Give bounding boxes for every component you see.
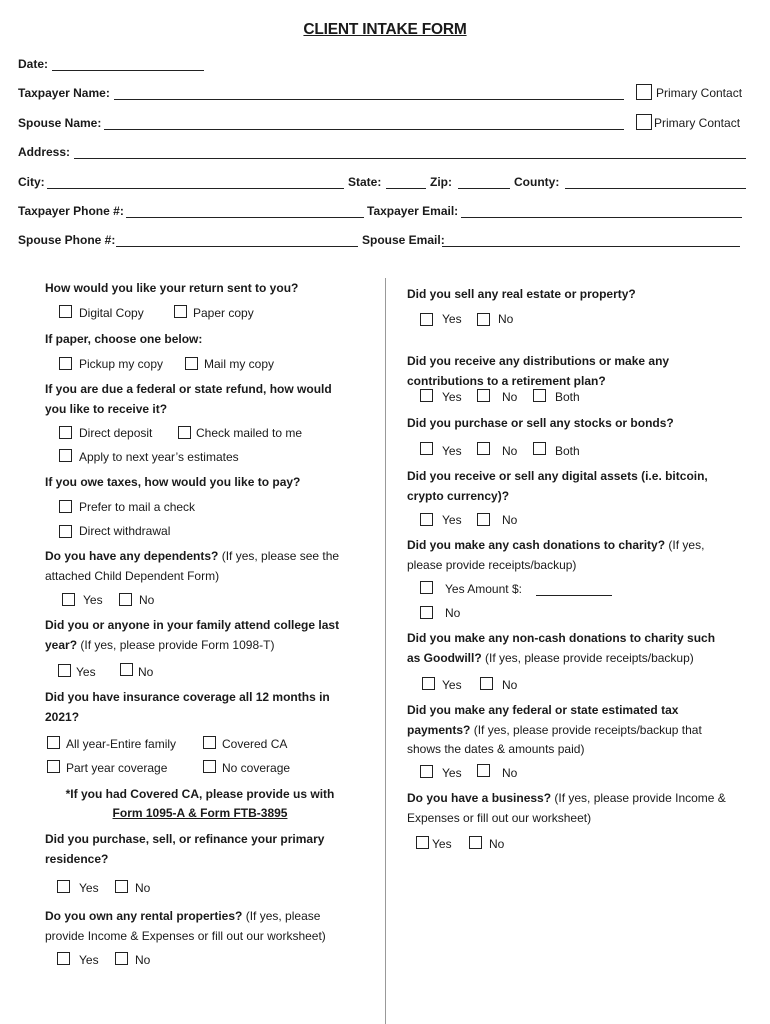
part-year-checkbox[interactable] <box>47 760 60 773</box>
question-digital-assets: Did you receive or sell any digital assets (i.e. bitcoin, crypto currency)? <box>407 469 708 503</box>
question-dependents: Do you have any dependents? (If yes, please see the attached Child Dependent Form) <box>45 549 340 583</box>
prefer-mail-label: Prefer to mail a check <box>79 500 196 514</box>
stocks-no-checkbox[interactable] <box>477 442 490 455</box>
yes-label: Yes <box>79 881 99 895</box>
question-owe: If you owe taxes, how would you like to pay? <box>45 475 301 489</box>
yes-label: Yes <box>442 513 462 527</box>
taxpayer-phone-field[interactable] <box>126 217 364 218</box>
taxpayer-name-label: Taxpayer Name: <box>18 86 110 100</box>
zip-label: Zip: <box>430 175 452 189</box>
yes-label: Yes <box>442 678 462 692</box>
noncash-no-checkbox[interactable] <box>480 677 493 690</box>
digital-no-checkbox[interactable] <box>477 513 490 526</box>
address-field[interactable] <box>74 158 746 159</box>
no-label: No <box>139 593 155 607</box>
date-field[interactable] <box>52 70 204 71</box>
yes-label: Yes <box>432 837 452 851</box>
question-paper: If paper, choose one below: <box>45 332 203 346</box>
spouse-primary-contact-checkbox[interactable] <box>636 114 652 130</box>
question-noncash-donations: Did you make any non-cash donations to charity such as Goodwill? (If yes, please provide receipts/backup) <box>407 631 716 665</box>
address-label: Address: <box>18 145 71 159</box>
primary-contact-label: Primary Contact <box>656 86 743 100</box>
page-title: CLIENT INTAKE FORM <box>303 21 467 38</box>
retirement-no-checkbox[interactable] <box>477 389 490 402</box>
no-label: No <box>445 606 461 620</box>
rental-yes-checkbox[interactable] <box>57 952 70 965</box>
county-field[interactable] <box>565 188 746 189</box>
covered-ca-checkbox[interactable] <box>203 736 216 749</box>
pickup-label: Pickup my copy <box>79 357 164 371</box>
spouse-email-label: Spouse Email: <box>362 233 445 247</box>
no-label: No <box>502 766 518 780</box>
spouse-phone-field[interactable] <box>116 246 358 247</box>
direct-deposit-checkbox[interactable] <box>59 426 72 439</box>
direct-deposit-label: Direct deposit <box>79 426 153 440</box>
all-year-checkbox[interactable] <box>47 736 60 749</box>
business-no-checkbox[interactable] <box>469 836 482 849</box>
yes-label: Yes <box>442 766 462 780</box>
direct-withdrawal-label: Direct withdrawal <box>79 524 171 538</box>
estimated-no-checkbox[interactable] <box>477 764 490 777</box>
dependents-yes-checkbox[interactable] <box>62 593 75 606</box>
question-return: How would you like your return sent to you? <box>45 281 299 295</box>
residence-no-checkbox[interactable] <box>115 880 128 893</box>
digital-yes-checkbox[interactable] <box>420 513 433 526</box>
cash-amount-field[interactable] <box>536 595 612 596</box>
no-label: No <box>489 837 505 851</box>
taxpayer-email-label: Taxpayer Email: <box>367 204 459 218</box>
both-label: Both <box>555 444 580 458</box>
no-label: No <box>502 444 518 458</box>
business-yes-checkbox[interactable] <box>416 836 429 849</box>
mail-checkbox[interactable] <box>185 357 198 370</box>
real-estate-yes-checkbox[interactable] <box>420 313 433 326</box>
digital-copy-checkbox[interactable] <box>59 305 72 318</box>
spouse-name-field[interactable] <box>104 129 624 130</box>
question-college: Did you or anyone in your family attend college last year? (If yes, please provide Form 1098-T) <box>45 618 340 652</box>
retirement-yes-checkbox[interactable] <box>420 389 433 402</box>
yes-label: Yes <box>83 593 103 607</box>
no-label: No <box>502 390 518 404</box>
no-label: No <box>502 513 518 527</box>
question-insurance: Did you have insurance coverage all 12 months in 2021? <box>45 690 330 724</box>
pickup-checkbox[interactable] <box>59 357 72 370</box>
state-label: State: <box>348 175 382 189</box>
taxpayer-phone-label: Taxpayer Phone #: <box>18 204 124 218</box>
county-label: County: <box>514 175 560 189</box>
taxpayer-email-field[interactable] <box>461 217 742 218</box>
stocks-both-checkbox[interactable] <box>533 442 546 455</box>
apply-next-year-label: Apply to next year’s estimates <box>79 450 239 464</box>
no-coverage-checkbox[interactable] <box>203 760 216 773</box>
question-refund: If you are due a federal or state refund, how would you like to receive it? <box>45 382 332 416</box>
paper-copy-checkbox[interactable] <box>174 305 187 318</box>
apply-next-year-checkbox[interactable] <box>59 449 72 462</box>
no-coverage-label: No coverage <box>222 761 291 775</box>
yes-label: Yes <box>442 390 462 404</box>
all-year-label: All year-Entire family <box>66 737 177 751</box>
retirement-both-checkbox[interactable] <box>533 389 546 402</box>
digital-copy-label: Digital Copy <box>79 306 144 320</box>
cash-yes-checkbox[interactable] <box>420 581 433 594</box>
no-label: No <box>135 881 151 895</box>
question-estimated-tax: Did you make any federal or state estimated tax payments? (If yes, please provide receipts/backup that shows the dates & amounts paid) <box>407 703 702 756</box>
noncash-yes-checkbox[interactable] <box>422 677 435 690</box>
question-residence: Did you purchase, sell, or refinance your primary residence? <box>45 832 325 866</box>
spouse-email-field[interactable] <box>442 246 740 247</box>
no-label: No <box>138 665 154 679</box>
covered-ca-label: Covered CA <box>222 737 288 751</box>
yes-amount-label: Yes Amount $: <box>445 582 522 596</box>
date-label: Date: <box>18 57 49 71</box>
taxpayer-primary-contact-checkbox[interactable] <box>636 84 652 100</box>
yes-label: Yes <box>442 312 462 326</box>
question-real-estate: Did you sell any real estate or property? <box>407 287 636 301</box>
real-estate-no-checkbox[interactable] <box>477 313 490 326</box>
question-stocks: Did you purchase or sell any stocks or bonds? <box>407 416 674 430</box>
no-label: No <box>498 312 514 326</box>
paper-copy-label: Paper copy <box>193 306 254 320</box>
part-year-label: Part year coverage <box>66 761 168 775</box>
city-field[interactable] <box>47 188 344 189</box>
no-label: No <box>502 678 518 692</box>
estimated-yes-checkbox[interactable] <box>420 765 433 778</box>
question-rental: Do you own any rental properties? (If yes, please provide Income & Expenses or fill out our worksheet) <box>45 909 326 943</box>
yes-label: Yes <box>442 444 462 458</box>
direct-withdrawal-checkbox[interactable] <box>59 525 72 538</box>
taxpayer-name-field[interactable] <box>114 99 624 100</box>
covered-ca-note: *If you had Covered CA, please provide us with Form 1095-A & Form FTB-3895 <box>65 787 335 820</box>
column-divider <box>385 278 386 1024</box>
question-retirement: Did you receive any distributions or make any contributions to a retirement plan? <box>407 354 670 388</box>
college-yes-checkbox[interactable] <box>58 664 71 677</box>
yes-label: Yes <box>76 665 96 679</box>
residence-yes-checkbox[interactable] <box>57 880 70 893</box>
check-mailed-label: Check mailed to me <box>196 426 303 440</box>
question-cash-donations: Did you make any cash donations to charity? (If yes, please provide receipts/backup) <box>407 538 705 572</box>
city-label: City: <box>18 175 45 189</box>
rental-no-checkbox[interactable] <box>115 952 128 965</box>
prefer-mail-checkbox[interactable] <box>59 500 72 513</box>
no-label: No <box>135 953 151 967</box>
primary-contact-label: Primary Contact <box>654 116 741 130</box>
spouse-name-label: Spouse Name: <box>18 116 102 130</box>
check-mailed-checkbox[interactable] <box>178 426 191 439</box>
both-label: Both <box>555 390 580 404</box>
dependents-no-checkbox[interactable] <box>119 593 132 606</box>
state-field[interactable] <box>386 188 426 189</box>
cash-no-checkbox[interactable] <box>420 606 433 619</box>
college-no-checkbox[interactable] <box>120 663 133 676</box>
yes-label: Yes <box>79 953 99 967</box>
question-business: Do you have a business? (If yes, please provide Income & Expenses or fill out our worksheet) <box>407 791 726 825</box>
mail-label: Mail my copy <box>204 357 275 371</box>
stocks-yes-checkbox[interactable] <box>420 442 433 455</box>
zip-field[interactable] <box>458 188 510 189</box>
spouse-phone-label: Spouse Phone #: <box>18 233 116 247</box>
